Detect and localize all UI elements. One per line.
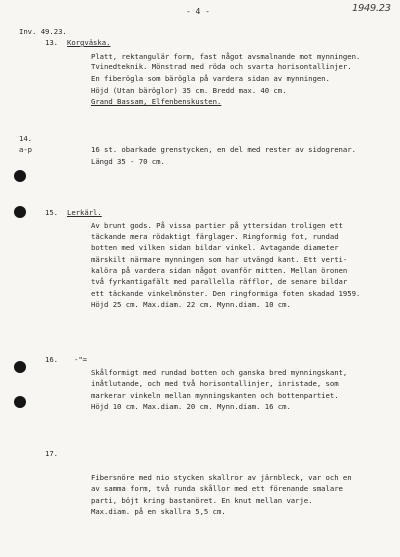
entry-line: kalöra på vardera sidan något ovanför mitten. Mellan öronen — [91, 266, 348, 275]
handwritten-inventory-number: 1949.23 — [352, 3, 391, 14]
entry-title: Lerkärl. — [67, 208, 102, 217]
entry-line: Platt, rektangulär form, fast något avsmalnande mot mynningen. — [91, 52, 361, 61]
punch-hole — [14, 170, 26, 182]
inventory-label: Inv. 49.23. — [19, 27, 67, 36]
entry-source: Grand Bassam, Elfenbenskusten. — [91, 97, 222, 106]
entry-line: Höjd (Utan bäröglor) 35 cm. Bredd max. 40 cm. — [91, 86, 287, 95]
entry-line: två fyrkantigafält med parallella räfflor, de senare bildar — [91, 277, 348, 286]
entry-line: inåtlutande, och med två horisontallinjer, inristade, som — [91, 379, 339, 388]
entry-number: 16. — [45, 355, 59, 364]
entry-line: Höjd 25 cm. Max.diam. 22 cm. Mynn.diam. 10 cm. — [91, 300, 291, 309]
entry-line: Fibersnöre med nio stycken skallror av järnbleck, var och en — [91, 473, 352, 482]
entry-line: av samma form, två runda skållor med ett förenande smalare — [91, 484, 343, 493]
punch-hole — [14, 396, 26, 408]
entry-number: 17. — [45, 449, 59, 458]
entry-line: täckande mera rödaktigt färglager. Ringformig fot, rundad — [91, 232, 339, 241]
entry-number: 15. — [45, 208, 59, 217]
entry-line: markerar vinkeln mellan mynningskanten och bottenpartiet. — [91, 391, 339, 400]
entry-line: 16 st. obarkade grenstycken, en del med rester av sidogrenar. — [91, 145, 356, 154]
entry-line: ett täckande vinkelmönster. Den ringformiga foten skadad 1959. — [91, 289, 361, 298]
entry-line: Tvinedteknik. Mönstrad med röda och svarta horisontallinjer. — [91, 62, 352, 71]
entry-number: 14. — [19, 134, 33, 143]
entry-range: a-p — [19, 145, 33, 154]
entry-line: parti, böjt kring bastanöret. En knut mellan varje. — [91, 496, 313, 505]
punch-hole — [14, 361, 26, 373]
entry-line: botten med vilken sidan bildar vinkel. Avtagande diameter — [91, 243, 339, 252]
punch-hole — [14, 206, 26, 218]
entry-title: -"= — [74, 355, 88, 364]
entry-line: Längd 35 - 70 cm. — [91, 157, 165, 166]
entry-line: Skålformigt med rundad botten och ganska bred mynningskant, — [91, 368, 348, 377]
entry-line: märskilt närmare mynningen som har utvängd kant. Ett verti- — [91, 255, 348, 264]
page-number: - 4 - — [186, 7, 210, 16]
entry-line: En fiberögla som bärögla på vardera sidan av mynningen. — [91, 74, 330, 83]
entry-line: Max.diam. på en skallra 5,5 cm. — [91, 507, 226, 516]
entry-number: 13. — [45, 38, 59, 47]
entry-title: Korgväska. — [67, 38, 111, 47]
entry-line: Av brunt gods. På vissa partier på yttersidan troligen ett — [91, 221, 343, 230]
entry-line: Höjd 10 cm. Max.diam. 20 cm. Mynn.diam. 16 cm. — [91, 402, 291, 411]
